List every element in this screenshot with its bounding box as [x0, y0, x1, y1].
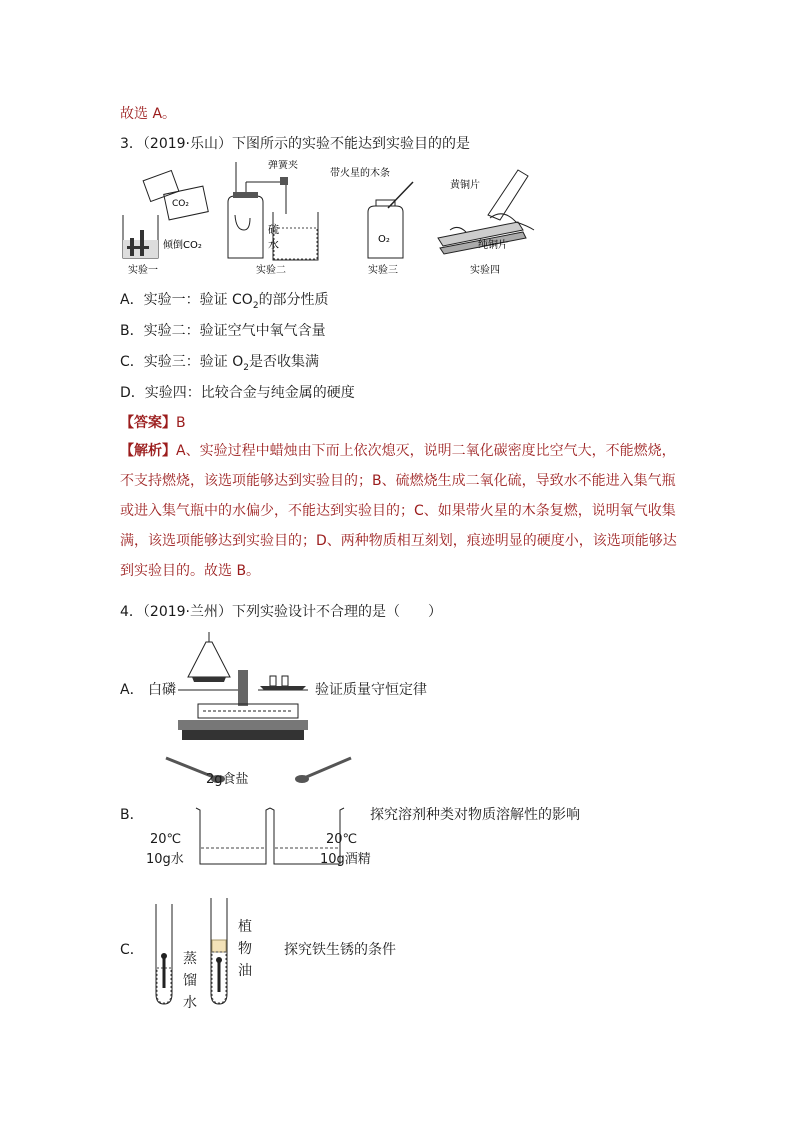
experiments-illustration	[118, 160, 578, 280]
option-d: D．实验四：比较合金与纯金属的硬度	[120, 385, 355, 401]
q4-b-description: 探究溶剂种类对物质溶解性的影响	[370, 807, 580, 823]
question-4-title: 4．（2019·兰州）下列实验设计不合理的是（ ）	[120, 604, 442, 620]
question-3-figure	[118, 160, 578, 280]
option-a: A．实验一：验证 $CO_2$的部分性质	[120, 292, 329, 311]
weights-drawing	[258, 672, 308, 692]
experiment-3-label: 实验三	[368, 265, 398, 276]
q4-c-description: 探究铁生锈的条件	[284, 942, 396, 958]
previous-answer: 故选 A。	[120, 106, 177, 122]
vegetable-oil-label: 植 物 油	[238, 919, 252, 979]
pure-copper-label: 纯铜片	[478, 240, 508, 251]
salt-label: 2g食盐	[206, 772, 249, 787]
right-beaker-alcohol: 10g酒精	[320, 852, 371, 867]
option-c: C．实验三：验证 $O_2$是否收集满	[120, 354, 319, 373]
answer-label: 【答案】	[120, 415, 176, 431]
experiment-1-label: 实验一	[128, 265, 158, 276]
left-beaker-temp: 20℃	[150, 832, 182, 847]
experiment-2-drawing	[228, 160, 318, 276]
experiment-4-label: 实验四	[470, 265, 500, 276]
experiment-3-drawing	[330, 166, 413, 276]
answer-line	[120, 413, 186, 433]
white-phosphorus-label: 白磷	[148, 682, 176, 698]
distilled-water-label: 蒸 馏 水	[183, 951, 197, 1011]
analysis-label: 【解析】	[120, 443, 176, 459]
water-label-exp2: 水	[268, 238, 279, 251]
brass-label: 黄铜片	[450, 180, 480, 191]
experiment-4-drawing	[438, 170, 534, 276]
co2-bottle-label: CO₂	[172, 199, 189, 209]
answer-value: B	[176, 415, 186, 431]
q4-option-a-prefix: A．	[120, 682, 144, 698]
right-pan-weights	[258, 672, 308, 692]
q4-a-description: 验证质量守恒定律	[315, 682, 427, 698]
q4-option-c-prefix: C．	[120, 942, 144, 958]
right-beaker-temp: 20℃	[326, 832, 358, 847]
sulfur-label: 硫	[268, 223, 279, 236]
spring-clip-label: 弹簧夹	[268, 160, 298, 171]
experiment-1-drawing	[123, 171, 208, 276]
analysis	[120, 436, 680, 586]
left-beaker-water: 10g水	[146, 852, 184, 867]
option-b: B．实验二：验证空气中氧气含量	[120, 323, 326, 339]
q4-option-b-prefix: B．	[120, 807, 144, 823]
glowing-splint-label: 带火星的木条	[330, 168, 390, 179]
o2-label: O₂	[378, 234, 390, 245]
pour-co2-label: 倾倒CO₂	[163, 240, 202, 251]
question-3-title: 3．（2019·乐山）下图所示的实验不能达到实验目的的是	[120, 136, 470, 152]
experiment-2-label: 实验二	[256, 265, 286, 276]
analysis-text: A、实验过程中蜡烛由下而上依次熄灭，说明二氧化碳密度比空气大，不能燃烧，不支持燃烧，该选项能够达到实验目的；B、硫燃烧生成二氧化硫，导致水不能进入集气瓶或进入集气瓶中的水偏少，不能达到实验目的；C、如果带火星的木条复燃，说明氧气收集满，该选项能够达到实验目的；D、两种物质相互刻划，痕迹明显的硬度小，该选项能够达到实验目的。故选 B。	[120, 443, 677, 579]
